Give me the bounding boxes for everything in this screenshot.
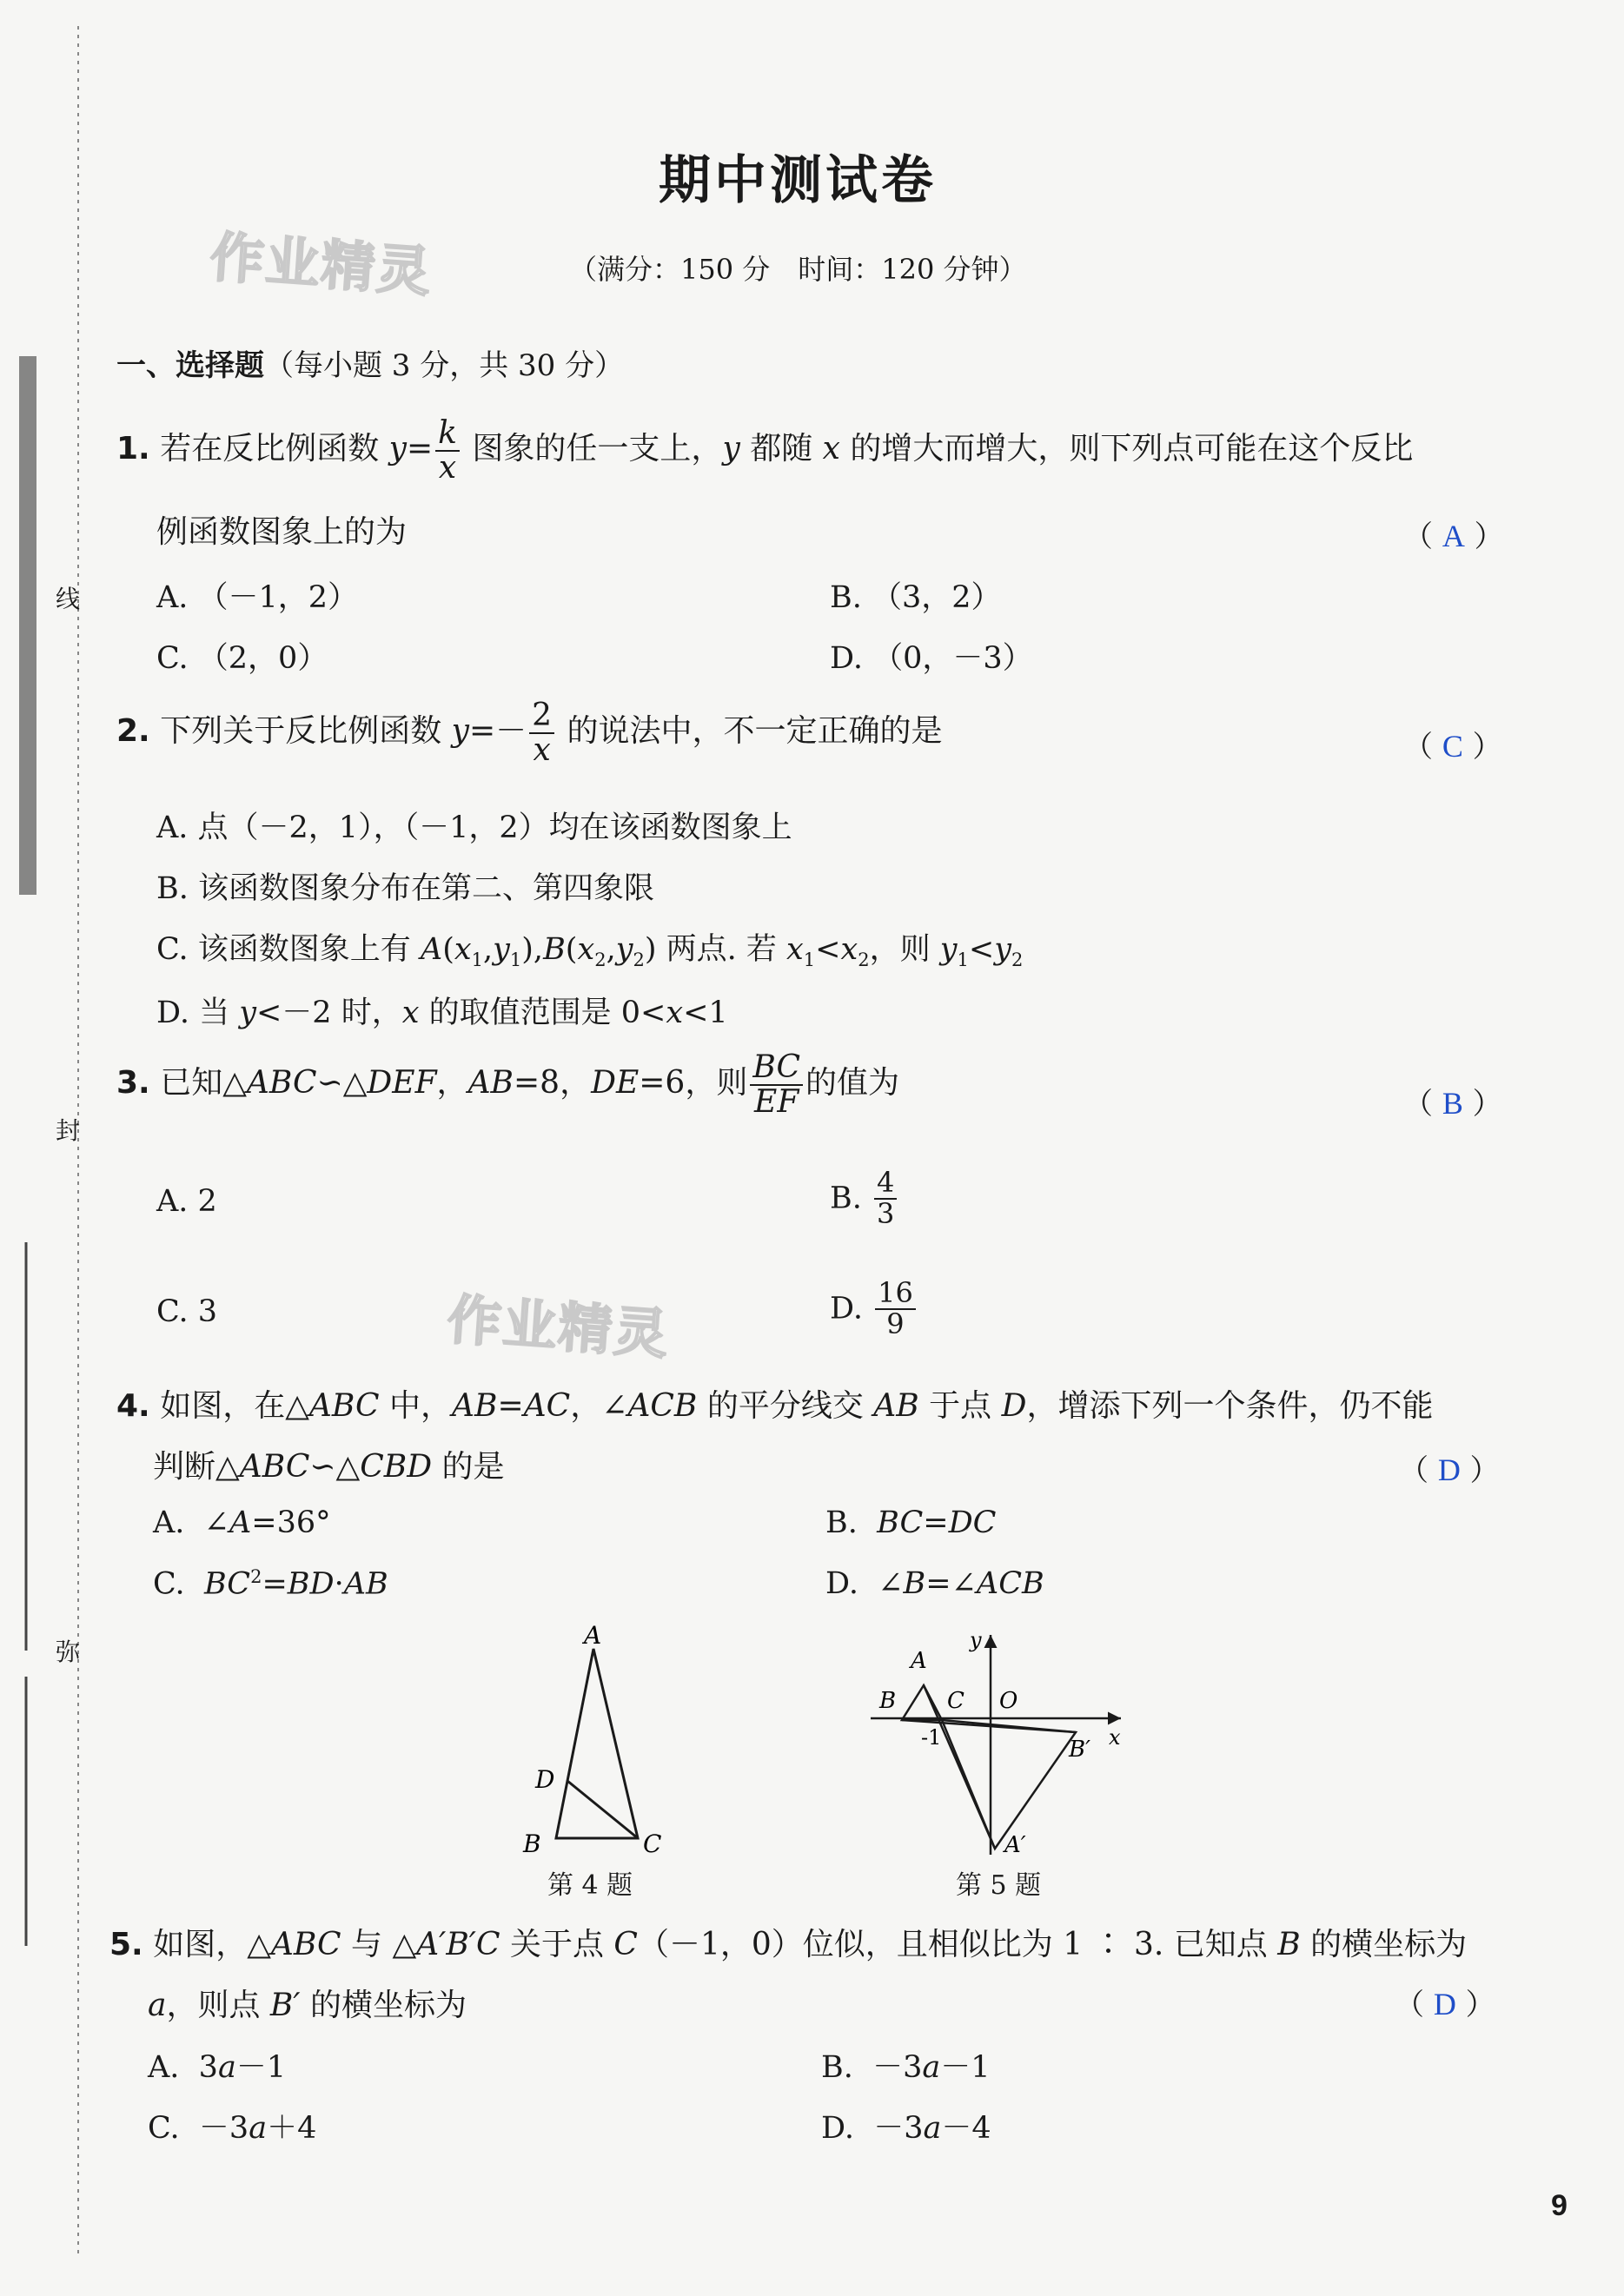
watermark-center: 作业精灵 xyxy=(445,1287,672,1366)
question-text: 中， xyxy=(379,1388,453,1424)
question-text: ， xyxy=(570,1388,602,1424)
option-label: B. xyxy=(821,2050,853,2085)
option-text: 的取值范围是 xyxy=(419,996,621,1030)
section-note: （每小题 3 分，共 30 分） xyxy=(264,348,625,383)
question-2: 2. 下列关于反比例函数 y=－ $\frac{2}{x}$ 的说法中，不一定正确的是 xyxy=(116,698,943,768)
question-text: 判断 xyxy=(153,1449,216,1485)
question-text: 的值为 xyxy=(805,1064,900,1101)
q2-option-d: D. 当 y<－2 时，x 的取值范围是 0<x<1 xyxy=(156,996,728,1030)
fraction-k-over-x: $\frac{k}{x}$ xyxy=(435,417,460,485)
option-label: D. xyxy=(825,1566,858,1601)
margin-label-feng: 封 xyxy=(56,1116,81,1145)
option-label: B. xyxy=(825,1505,858,1540)
fraction-2-over-x: $\frac{2}{x}$ xyxy=(529,699,554,767)
answer-3: B xyxy=(1442,1086,1463,1121)
option-label: B. xyxy=(830,1181,862,1216)
q1-option-a: A. （－1，2） xyxy=(156,580,359,615)
q2-option-b: B. 该函数图象分布在第二、第四象限 xyxy=(156,871,654,906)
question-text: ，增添下列一个条件，仍不能 xyxy=(1026,1388,1434,1424)
question-text: 的说法中，不一定正确的是 xyxy=(557,712,943,749)
q3-option-d xyxy=(830,1276,918,1340)
page-title: 期中测试卷 xyxy=(659,150,937,211)
q4-option-b: B. BC=DC xyxy=(825,1505,997,1540)
q3-option-c: C. 3 xyxy=(156,1294,218,1329)
figure-label: C xyxy=(947,1688,964,1714)
page-number: 9 xyxy=(1551,2189,1568,2222)
question-text: ，则 xyxy=(685,1064,748,1101)
figure-label: -1 xyxy=(921,1725,942,1750)
figure-label: C xyxy=(643,1830,662,1858)
question-text: 于点 xyxy=(918,1388,1002,1424)
question-number: 2. xyxy=(116,712,150,749)
option-text: C. 该函数图象上有 xyxy=(156,932,421,967)
figure-label: B xyxy=(879,1688,897,1714)
figure-label: y xyxy=(970,1628,982,1652)
question-text: 的是 xyxy=(432,1449,505,1485)
option-label: D. xyxy=(830,1291,863,1327)
denominator: 3 xyxy=(877,1196,895,1230)
question-text: 图象的任一支上， xyxy=(461,430,723,466)
question-number: 4. xyxy=(116,1388,150,1424)
question-1-line2: 例函数图象上的为 xyxy=(156,514,408,550)
fraction-4-3 xyxy=(874,1168,897,1228)
section-name: 一、选择题 xyxy=(116,348,264,383)
question-number: 5. xyxy=(109,1927,143,1962)
page-subtitle: （满分：150 分 时间：120 分钟） xyxy=(569,253,1027,286)
question-text: 如图， xyxy=(153,1927,248,1962)
question-text: ，则点 xyxy=(166,1988,270,2023)
figure-4-triangle xyxy=(513,1624,686,1859)
option-label: A. xyxy=(153,1505,185,1540)
question-text: 已知 xyxy=(160,1064,223,1101)
numerator: 16 xyxy=(875,1279,916,1310)
question-text: 若在反比例函数 xyxy=(160,430,389,466)
question-4-line2: 判断△ABC∽△CBD 的是 xyxy=(153,1449,505,1485)
question-number: 1. xyxy=(116,430,150,466)
question-1: 1. 若在反比例函数 y= $\frac{k}{x}$ 图象的任一支上，y 都随 x 的增大而增大，则下列点可能在这个反比 xyxy=(116,415,1414,486)
answer-4: D xyxy=(1437,1452,1461,1487)
fraction-16-9 xyxy=(875,1276,916,1340)
numerator: 4 xyxy=(874,1168,897,1200)
answer-slot-2: （ C ） xyxy=(1403,729,1502,764)
answer-slot-4: （ D ） xyxy=(1399,1452,1500,1488)
figure-label: O xyxy=(999,1688,1018,1714)
q1-option-c: C. （2，0） xyxy=(156,641,328,676)
figure-5-coordinate xyxy=(860,1624,1147,1868)
q5-option-d: D. －3a－4 xyxy=(821,2111,991,2146)
watermark: 作业精灵 xyxy=(208,225,434,304)
figure-label: D xyxy=(535,1765,555,1794)
q4-option-d: D. ∠B=∠ACB xyxy=(825,1566,1044,1601)
binding-margin xyxy=(0,0,96,2296)
question-text: （－1，0）位似，且相似比为 1 ∶ 3. 已知点 xyxy=(637,1927,1278,1962)
denominator: 9 xyxy=(886,1307,905,1340)
figure-label: B′ xyxy=(1069,1737,1091,1763)
option-label: A. xyxy=(148,2050,180,2085)
answer-slot-1: （ A ） xyxy=(1403,519,1504,554)
q5-option-c: C. －3a＋4 xyxy=(148,2111,317,2146)
q3-option-b xyxy=(830,1168,899,1228)
option-text: 时， xyxy=(331,996,402,1030)
option-label: C. xyxy=(153,1566,185,1602)
q5-option-b: B. －3a－1 xyxy=(821,2050,991,2085)
question-5: 5. 如图，△ABC 与 △A′B′C 关于点 C（－1，0）位似，且相似比为 1 ∶ 3. 已知点 B 的横坐标为 xyxy=(109,1927,1468,1962)
figure-5-caption: 第 5 题 xyxy=(956,1870,1042,1901)
question-text: 的横坐标为 xyxy=(300,1988,467,2023)
question-number: 3. xyxy=(116,1064,150,1101)
question-5-line2: a，则点 B′ 的横坐标为 xyxy=(148,1988,467,2023)
figure-label: A xyxy=(584,1624,602,1650)
question-text: 如图，在 xyxy=(160,1388,286,1424)
q2-option-c: C. 该函数图象上有 $A(x_1,y_1),B(x_2,y_2)$ 两点. 若 $x_1<x_2$，则 $y_1<y_2$ xyxy=(156,932,1024,970)
option-text: ，则 xyxy=(869,932,940,967)
q4-option-a: A. ∠A=36° xyxy=(153,1505,331,1540)
q3-option-a: A. 2 xyxy=(156,1184,217,1219)
figure-label: A′ xyxy=(1004,1832,1026,1858)
option-text: 两点. 若 xyxy=(656,932,787,967)
answer-2: C xyxy=(1442,729,1463,764)
margin-label-xian: 线 xyxy=(56,585,81,613)
figure-label: A xyxy=(911,1648,927,1674)
figure-4-caption: 第 4 题 xyxy=(547,1870,633,1901)
fraction-bc-over-ef: $\frac{BC}{EF}$ xyxy=(750,1051,803,1119)
option-text: D. 当 xyxy=(156,996,240,1030)
option-label: D. xyxy=(821,2111,854,2146)
question-text: 的平分线交 xyxy=(697,1388,874,1424)
option-label: C. xyxy=(148,2111,180,2146)
question-text: 的横坐标为 xyxy=(1300,1927,1468,1962)
question-text: 关于点 xyxy=(500,1927,614,1962)
question-4: 4. 如图，在△ABC 中，AB=AC，∠ACB 的平分线交 AB 于点 D，增添下列一个条件，仍不能 xyxy=(116,1388,1434,1424)
section-header xyxy=(116,341,624,384)
question-text: 下列关于反比例函数 xyxy=(160,712,452,749)
question-text: 与 xyxy=(341,1927,393,1962)
answer-slot-5: （ D ） xyxy=(1395,1987,1495,2022)
question-3: 3. 已知△ABC∽△DEF，AB=8，DE=6，则 $\frac{BC}{EF}$ 的值为 xyxy=(116,1049,900,1120)
q2-option-a: A. 点（－2，1），（－1，2）均在该函数图象上 xyxy=(156,811,792,845)
q5-option-a: A. 3a－1 xyxy=(148,2050,287,2085)
q1-option-b: B. （3，2） xyxy=(830,580,1002,615)
answer-slot-3: （ B ） xyxy=(1403,1086,1502,1122)
question-text: 都随 xyxy=(739,430,823,466)
question-text: 的增大而增大，则下列点可能在这个反比 xyxy=(839,430,1414,466)
answer-1: A xyxy=(1442,519,1465,553)
q1-option-d: D. （0，－3） xyxy=(830,641,1033,676)
figure-label: x xyxy=(1109,1725,1121,1750)
figure-label: B xyxy=(523,1830,541,1858)
q4-option-c: C. $BC^2=BD\cdot AB$ xyxy=(153,1566,388,1602)
margin-label-mi: 弥 xyxy=(56,1638,81,1666)
answer-5: D xyxy=(1433,1987,1456,2021)
